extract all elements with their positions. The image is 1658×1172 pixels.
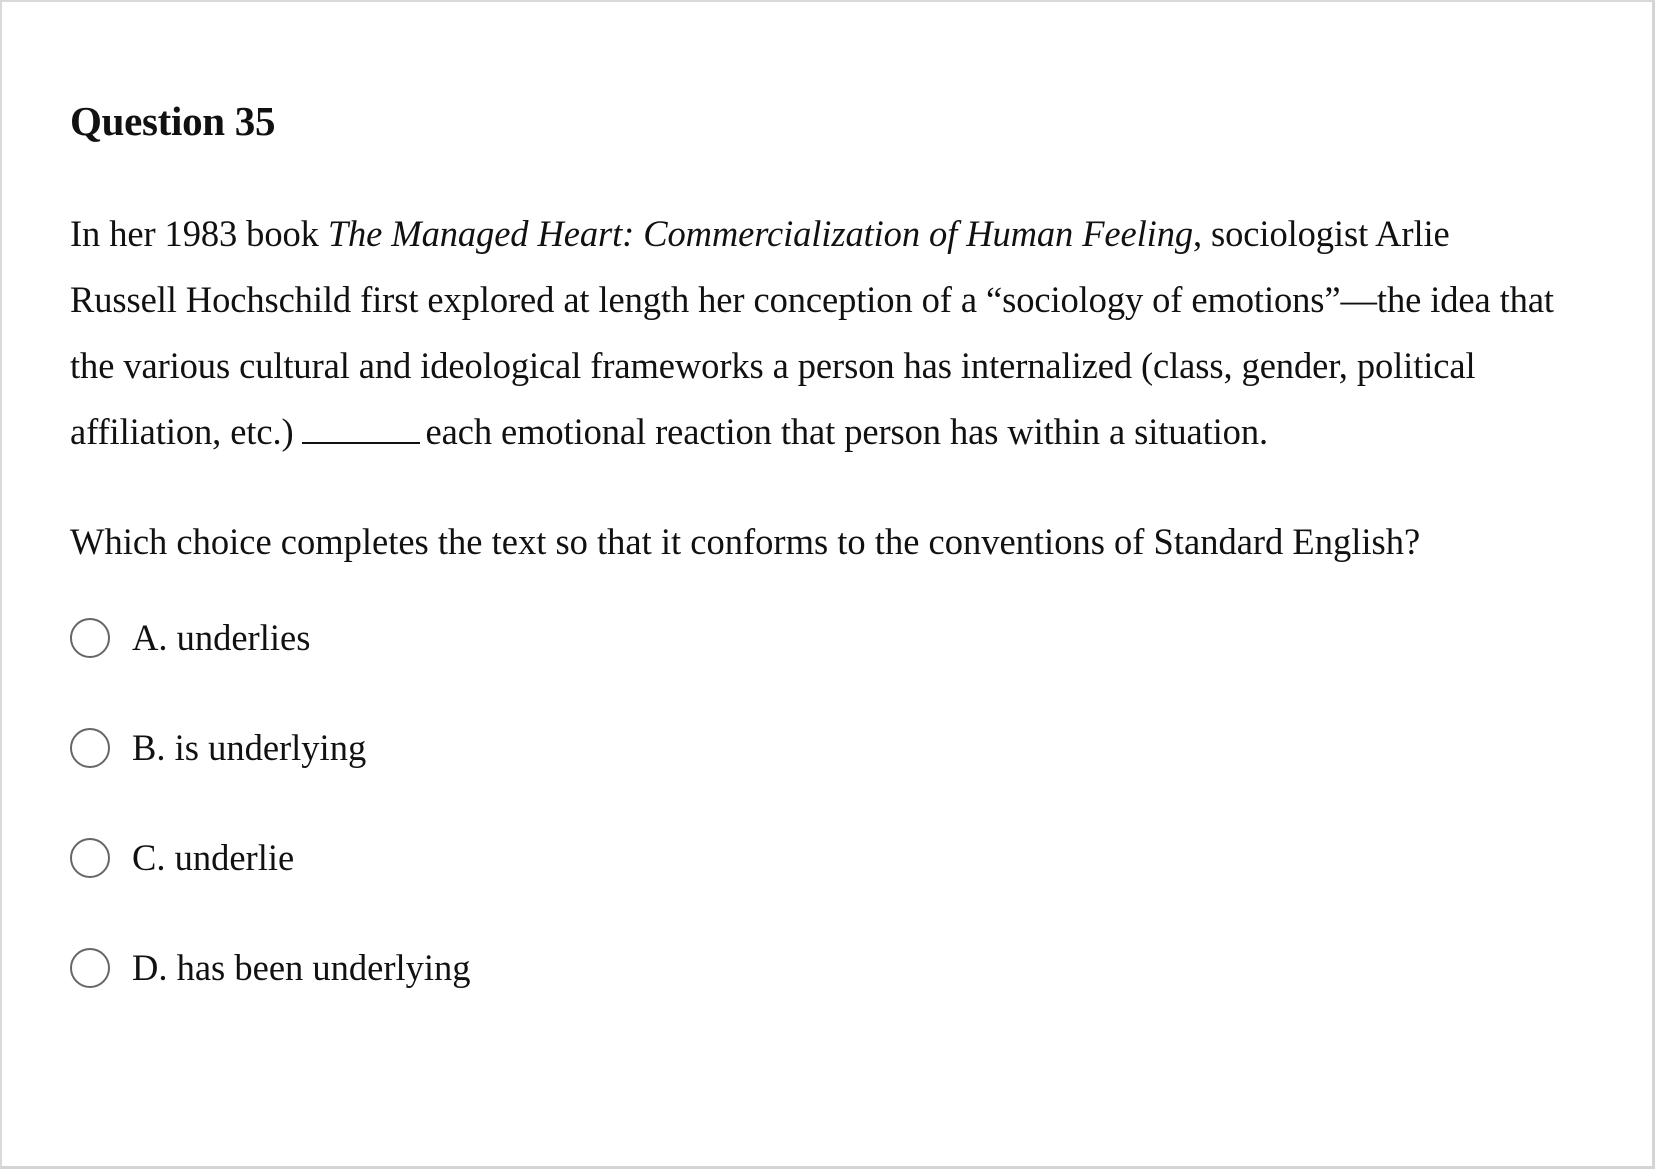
choice-b-label: B. is underlying — [132, 727, 367, 768]
choice-c[interactable] — [70, 832, 1560, 884]
question-content — [70, 90, 1560, 1052]
question-prompt: Which choice completes the text so that it conforms to the conventions of Standard English? — [70, 521, 1421, 562]
question-passage — [70, 201, 1560, 465]
answer-blank — [302, 418, 420, 444]
choice-a-label: A. underlies — [132, 617, 311, 658]
answer-choices — [70, 612, 1560, 994]
passage-book-title: The Managed Heart: Commercialization of Human Feeling — [327, 213, 1193, 254]
passage-intro: In her 1983 book — [70, 213, 328, 254]
passage-end: each emotional reaction that person has within a situation. — [425, 411, 1269, 452]
radio-button-d[interactable] — [70, 948, 110, 988]
choice-b[interactable] — [70, 722, 1560, 774]
choice-c-label: C. underlie — [132, 837, 295, 878]
radio-button-a[interactable] — [70, 618, 110, 658]
radio-button-c[interactable] — [70, 838, 110, 878]
choice-d-label: D. has been underlying — [132, 947, 471, 988]
choice-d[interactable] — [70, 942, 1560, 994]
question-title: Question 35 — [70, 98, 276, 144]
choice-a[interactable] — [70, 612, 1560, 664]
passage-middle: , sociologist Arlie Russell Hochschild first explored at length her conception of a “sociology of emotions”—the idea that the various cultural and ideological frameworks a person has internalized (class, gender, political affiliation, etc.) — [70, 213, 1554, 452]
radio-button-b[interactable] — [70, 728, 110, 768]
